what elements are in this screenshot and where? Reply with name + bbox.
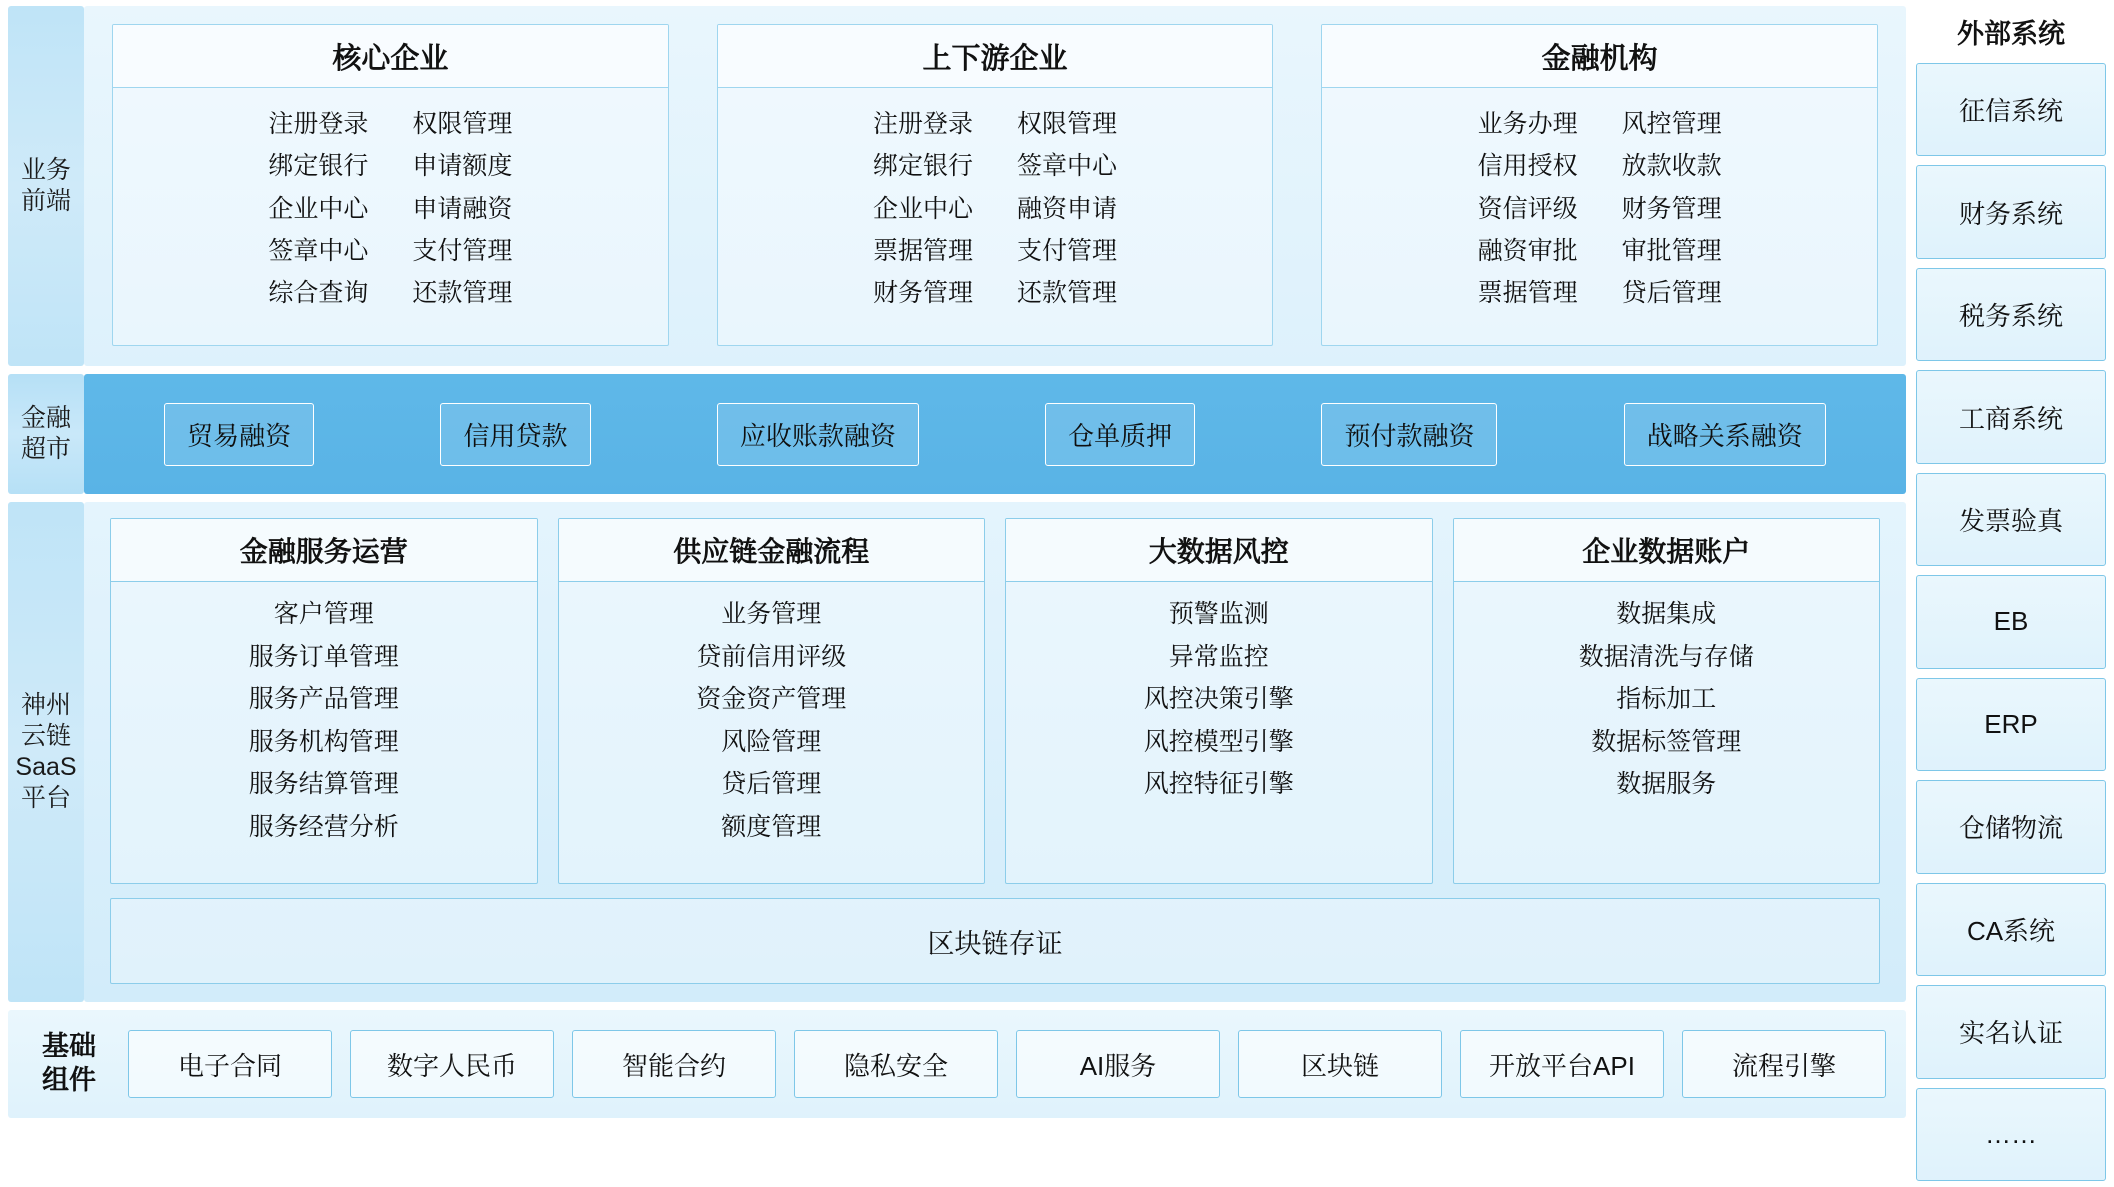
- external-item-eb[interactable]: EB: [1916, 575, 2106, 668]
- band-body-finance-supermarket: [84, 374, 1906, 494]
- list-item[interactable]: 申请额度: [412, 152, 513, 181]
- list-item[interactable]: 绑定银行: [872, 152, 973, 181]
- list-item[interactable]: 资金资产管理: [696, 685, 847, 713]
- base-label-line1: 基础: [42, 1031, 96, 1062]
- list-item[interactable]: 服务订单管理: [248, 642, 399, 671]
- list-item[interactable]: 贷后管理: [721, 770, 822, 798]
- list-item[interactable]: 风险管理: [721, 727, 822, 756]
- list-item[interactable]: 服务产品管理: [248, 685, 399, 713]
- front-card-financial-institution: [1321, 24, 1878, 346]
- band-label-saas-platform: [8, 502, 84, 1002]
- list-item[interactable]: 支付管理: [412, 236, 513, 265]
- list-item[interactable]: 综合查询: [268, 279, 369, 307]
- external-systems-panel: [1916, 6, 2106, 1181]
- band-label-line4: 平台: [20, 784, 71, 813]
- supermarket-item-credit-loan[interactable]: 信用贷款: [440, 403, 590, 466]
- saas-card-enterprise-data-account: [1453, 518, 1881, 884]
- supermarket-item-receivables-finance[interactable]: 应收账款融资: [717, 403, 919, 466]
- external-item-tax-system[interactable]: 税务系统: [1916, 268, 2106, 361]
- list-item[interactable]: 数据清洗与存储: [1578, 642, 1754, 671]
- list-item[interactable]: 企业中心: [268, 194, 369, 223]
- external-item-warehouse-logistics[interactable]: 仓储物流: [1916, 780, 2106, 873]
- list-item[interactable]: 风控模型引擎: [1143, 727, 1294, 756]
- band-label-line3: SaaS: [15, 753, 77, 781]
- base-item-privacy-security[interactable]: 隐私安全: [794, 1030, 998, 1098]
- saas-card-title: 企业数据账户: [1454, 519, 1880, 582]
- list-item[interactable]: 审批管理: [1621, 236, 1722, 265]
- list-item[interactable]: 还款管理: [412, 279, 513, 307]
- list-item[interactable]: 财务管理: [1621, 194, 1722, 223]
- front-card-title: 金融机构: [1322, 25, 1877, 88]
- band-body-business-frontend: [84, 6, 1906, 366]
- list-item[interactable]: 融资申请: [1017, 194, 1118, 223]
- list-item[interactable]: 风控特征引擎: [1143, 770, 1294, 798]
- band-label-line2: 云链: [20, 721, 71, 750]
- list-item[interactable]: 财务管理: [872, 279, 973, 307]
- band-body-saas-platform: [84, 502, 1906, 1002]
- band-saas-platform: [8, 502, 1906, 1002]
- external-item-business-registration-system[interactable]: 工商系统: [1916, 370, 2106, 463]
- list-item[interactable]: 注册登录: [872, 110, 973, 138]
- base-item-open-platform-api[interactable]: 开放平台API: [1460, 1030, 1664, 1098]
- list-item[interactable]: 服务机构管理: [248, 727, 399, 756]
- base-item-ai-service[interactable]: AI服务: [1016, 1030, 1220, 1098]
- list-item[interactable]: 权限管理: [1017, 110, 1118, 138]
- external-item-erp[interactable]: ERP: [1916, 678, 2106, 771]
- external-item-more[interactable]: ……: [1916, 1088, 2106, 1181]
- front-card-column-1: [873, 106, 973, 335]
- external-item-invoice-verification[interactable]: 发票验真: [1916, 473, 2106, 566]
- list-item[interactable]: 签章中心: [268, 236, 369, 265]
- base-components-label: [28, 1030, 110, 1098]
- list-item[interactable]: 业务管理: [721, 600, 822, 628]
- blockchain-evidence-bar[interactable]: 区块链存证: [110, 898, 1880, 984]
- external-item-ca-system[interactable]: CA系统: [1916, 883, 2106, 976]
- list-item[interactable]: 业务办理: [1477, 110, 1578, 138]
- saas-card-financial-service-operations: [110, 518, 538, 884]
- list-item[interactable]: 贷前信用评级: [696, 642, 847, 671]
- base-label-line2: 组件: [42, 1065, 96, 1095]
- list-item[interactable]: 权限管理: [412, 110, 513, 138]
- list-item[interactable]: 支付管理: [1017, 236, 1118, 265]
- list-item[interactable]: 指标加工: [1616, 685, 1717, 713]
- base-item-process-engine[interactable]: 流程引擎: [1682, 1030, 1886, 1098]
- supermarket-item-warehouse-receipt[interactable]: 仓单质押: [1045, 403, 1195, 466]
- front-card-title: 核心企业: [113, 25, 668, 88]
- list-item[interactable]: 放款收款: [1621, 152, 1722, 181]
- external-item-credit-system[interactable]: 征信系统: [1916, 63, 2106, 156]
- supermarket-item-strategic-finance[interactable]: 战略关系融资: [1624, 403, 1826, 466]
- base-item-digital-rmb[interactable]: 数字人民币: [350, 1030, 554, 1098]
- list-item[interactable]: 申请融资: [412, 194, 513, 223]
- band-label-business-frontend: [8, 6, 84, 366]
- list-item[interactable]: 票据管理: [1477, 279, 1578, 307]
- base-item-smart-contract[interactable]: 智能合约: [572, 1030, 776, 1098]
- saas-card-title: 供应链金融流程: [559, 519, 985, 582]
- base-item-electronic-contract[interactable]: 电子合同: [128, 1030, 332, 1098]
- main-column: [8, 6, 1906, 1181]
- band-label-line2: 超市: [20, 435, 71, 463]
- list-item[interactable]: 客户管理: [273, 600, 374, 628]
- list-item[interactable]: 票据管理: [872, 236, 973, 265]
- band-label-line1: 业务: [20, 155, 71, 184]
- list-item[interactable]: 注册登录: [268, 110, 369, 138]
- list-item[interactable]: 签章中心: [1017, 152, 1118, 181]
- list-item[interactable]: 额度管理: [721, 812, 822, 841]
- band-business-frontend: [8, 6, 1906, 366]
- list-item[interactable]: 风控决策引擎: [1143, 685, 1294, 713]
- front-card-upstream-downstream: [717, 24, 1274, 346]
- supermarket-item-prepayment-finance[interactable]: 预付款融资: [1321, 403, 1497, 466]
- band-label-finance-supermarket: [8, 374, 84, 494]
- front-card-core-enterprise: [112, 24, 669, 346]
- external-item-finance-system[interactable]: 财务系统: [1916, 165, 2106, 258]
- list-item[interactable]: 风控管理: [1621, 110, 1722, 138]
- band-finance-supermarket: [8, 374, 1906, 494]
- list-item[interactable]: 还款管理: [1017, 279, 1118, 307]
- list-item[interactable]: 数据服务: [1616, 770, 1717, 798]
- list-item[interactable]: 绑定银行: [268, 152, 369, 181]
- list-item[interactable]: 融资审批: [1477, 236, 1578, 265]
- band-base-components: [8, 1010, 1906, 1118]
- list-item[interactable]: 企业中心: [872, 194, 973, 223]
- front-card-column-2: [1622, 106, 1722, 335]
- list-item[interactable]: 资信评级: [1477, 194, 1578, 223]
- front-card-column-2: [1017, 106, 1117, 335]
- band-label-line1: 金融: [20, 403, 71, 432]
- base-item-blockchain[interactable]: 区块链: [1238, 1030, 1442, 1098]
- band-body-base-components: [8, 1010, 1906, 1118]
- saas-card-title: 大数据风控: [1006, 519, 1432, 582]
- supermarket-item-trade-finance[interactable]: 贸易融资: [164, 403, 314, 466]
- list-item[interactable]: 异常监控: [1168, 642, 1269, 671]
- front-card-column-1: [268, 106, 368, 335]
- front-card-title: 上下游企业: [718, 25, 1273, 88]
- band-label-line1: 神州: [20, 690, 71, 719]
- external-item-real-name-authentication[interactable]: 实名认证: [1916, 985, 2106, 1078]
- front-card-column-1: [1478, 106, 1578, 335]
- list-item[interactable]: 预警监测: [1168, 600, 1269, 628]
- saas-card-title: 金融服务运营: [111, 519, 537, 582]
- list-item[interactable]: 贷后管理: [1621, 279, 1722, 307]
- front-card-column-2: [412, 106, 512, 335]
- saas-card-big-data-risk-control: [1005, 518, 1433, 884]
- saas-card-supply-chain-finance-process: [558, 518, 986, 884]
- list-item[interactable]: 数据标签管理: [1591, 727, 1742, 756]
- external-systems-title: 外部系统: [1957, 18, 2065, 49]
- list-item[interactable]: 服务结算管理: [248, 770, 399, 798]
- list-item[interactable]: 信用授权: [1477, 152, 1578, 181]
- list-item[interactable]: 数据集成: [1616, 600, 1717, 628]
- band-label-line2: 前端: [20, 187, 71, 215]
- list-item[interactable]: 服务经营分析: [248, 812, 399, 841]
